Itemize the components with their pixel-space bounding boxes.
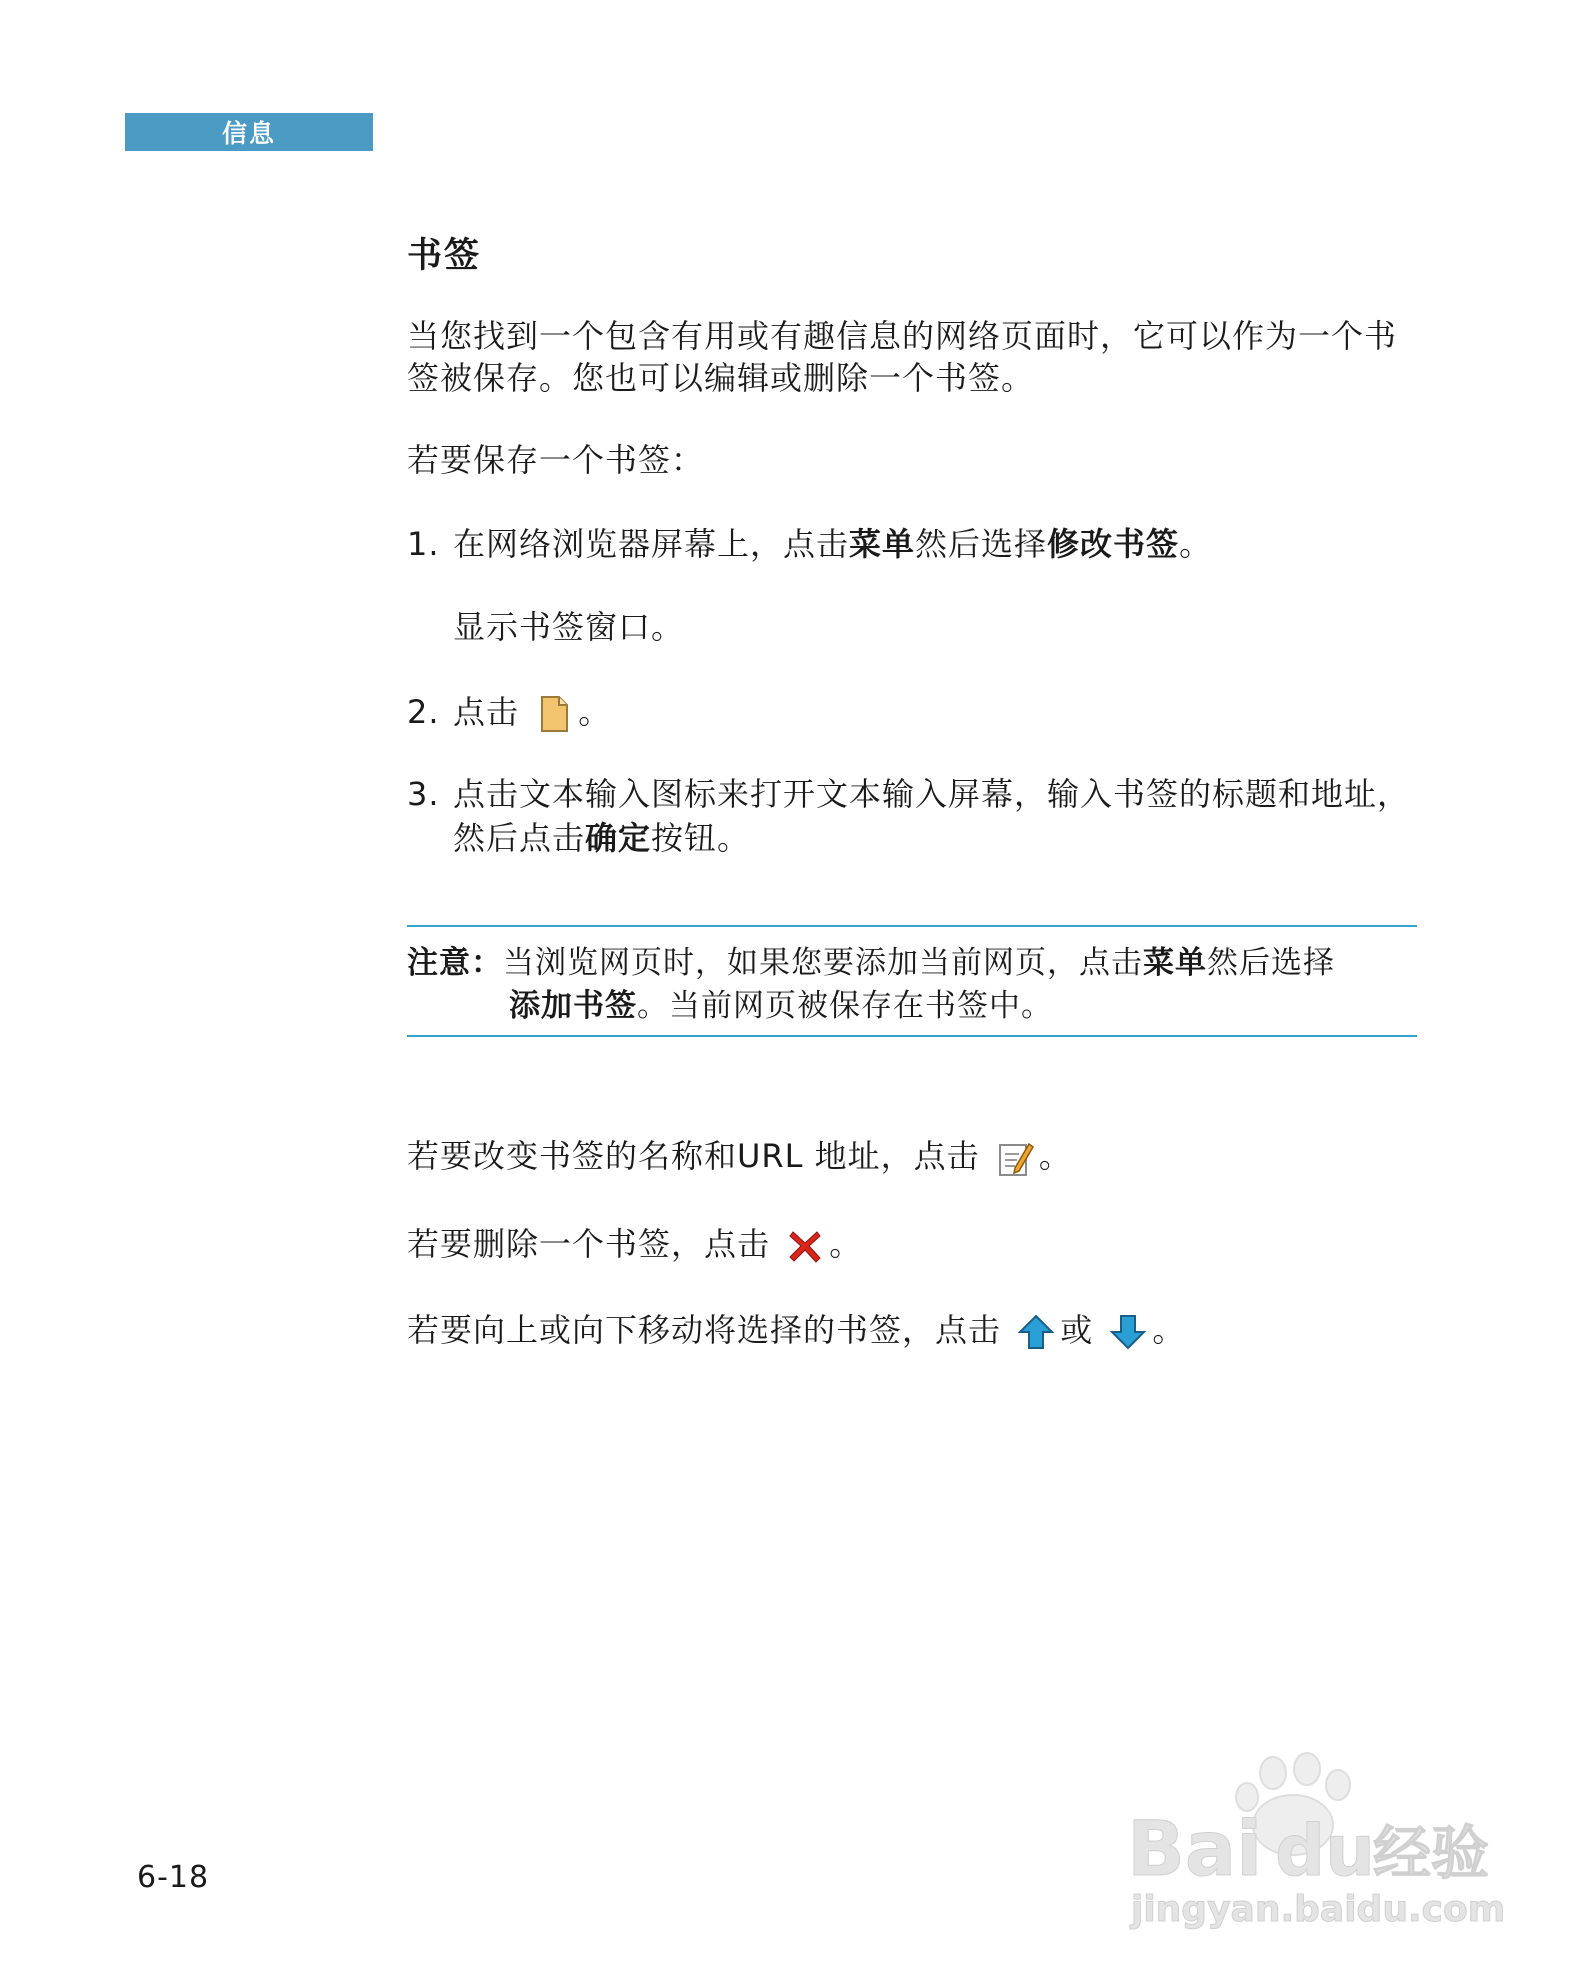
step-3-line-2 [453, 816, 750, 860]
step-text: 点击 [453, 693, 520, 731]
step-1 [407, 522, 1212, 566]
new-page-icon [534, 694, 574, 734]
note-line-2 [509, 984, 1053, 1028]
edit-icon [995, 1138, 1035, 1178]
baidu-watermark [1125, 1745, 1505, 1935]
delete-instruction [407, 1222, 862, 1266]
page-title: 书签 [407, 236, 482, 276]
step-number: 2. [407, 693, 440, 731]
note-text: 当浏览网页时，如果您要添加当前网页，点击 [503, 945, 1143, 981]
intro-line-2: 签被保存。您也可以编辑或删除一个书签。 [407, 359, 1035, 397]
step-text: 按钮。 [651, 819, 751, 857]
edit-bookmark-label: 修改书签 [1047, 525, 1180, 563]
watermark-brand-du: du [1275, 1810, 1375, 1892]
step-text: 。 [1179, 525, 1213, 563]
intro-line-1: 当您找到一个包含有用或有趣信息的网络页面时，它可以作为一个书 [407, 317, 1398, 355]
step-text: 在网络浏览器屏幕上，点击 [453, 525, 850, 563]
step-number: 1. [407, 525, 440, 563]
step-text: 然后选择 [915, 525, 1048, 563]
note-line-1 [407, 941, 1335, 985]
ok-label: 确定 [585, 819, 652, 857]
rename-instruction [407, 1134, 1072, 1178]
arrow-down-icon [1108, 1312, 1148, 1352]
note-text: 。当前网页被保存在书签中。 [637, 988, 1053, 1024]
note-box [407, 925, 1417, 1037]
watermark-brand-cn: 经验 [1373, 1819, 1490, 1887]
step-3 [407, 772, 1410, 816]
note-text: 然后选择 [1207, 945, 1335, 981]
step-text: 。 [578, 693, 612, 731]
arrow-up-icon [1016, 1312, 1056, 1352]
move-or: 或 [1060, 1311, 1094, 1349]
menu-label: 菜单 [1143, 945, 1207, 981]
add-bookmark-label: 添加书签 [509, 988, 637, 1024]
move-text: 若要向上或向下移动将选择的书签，点击 [407, 1311, 1002, 1349]
page-number: 6-18 [137, 1860, 210, 1895]
delete-x-icon [785, 1226, 825, 1266]
delete-post: 。 [829, 1225, 863, 1263]
step-number: 3. [407, 775, 440, 813]
rename-post: 。 [1038, 1137, 1072, 1175]
step-2 [407, 690, 611, 734]
watermark-brand: Bai [1127, 1804, 1263, 1893]
watermark-url: jingyan.baidu.com [1131, 1889, 1505, 1930]
rename-text: 若要改变书签的名称和URL 地址，点击 [407, 1137, 980, 1175]
section-tab-info: 信息 [125, 113, 373, 151]
menu-label: 菜单 [849, 525, 916, 563]
move-instruction [407, 1308, 1185, 1352]
save-heading: 若要保存一个书签： [407, 441, 705, 479]
note-label: 注意： [407, 945, 503, 981]
step-1-result: 显示书签窗口。 [453, 608, 685, 646]
step-text: 然后点击 [453, 819, 586, 857]
step-text: 点击文本输入图标来打开文本输入屏幕，输入书签的标题和地址， [453, 775, 1411, 813]
delete-text: 若要删除一个书签，点击 [407, 1225, 771, 1263]
move-post: 。 [1152, 1311, 1186, 1349]
